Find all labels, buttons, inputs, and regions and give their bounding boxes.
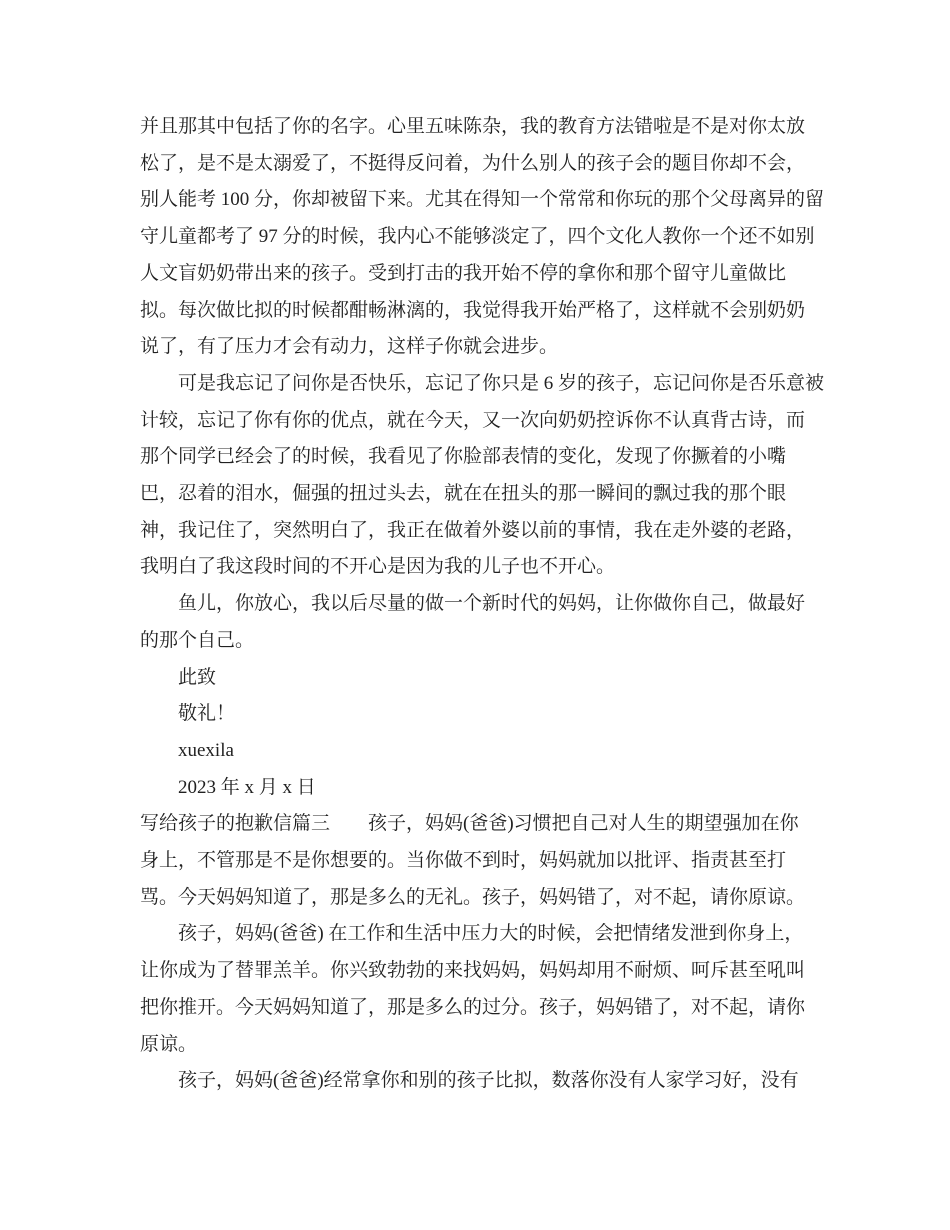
text-line: 写给孩子的抱歉信篇三 孩子，妈妈(爸爸)习惯把自己对人生的期望强加在你 xyxy=(140,813,799,835)
text-line: 让你成为了替罪羔羊。你兴致勃勃的来找妈妈，妈妈却用不耐烦、呵斥甚至吼叫 xyxy=(140,960,806,982)
text-line: 鱼儿，你放心，我以后尽量的做一个新时代的妈妈，让你做你自己，做最好 xyxy=(178,593,806,615)
text-line: 计较，忘记了你有你的优点，就在今天，又一次向奶奶控诉你不认真背古诗，而 xyxy=(140,409,806,431)
text-line: 那个同学已经会了的时候，我看见了你脸部表情的变化，发现了你撅着的小嘴 xyxy=(140,446,787,468)
text-line: 2023 年 x 月 x 日 xyxy=(178,776,316,798)
text-line: 身上，不管那是不是你想要的。当你做不到时，妈妈就加以批评、指责甚至打 xyxy=(140,850,787,872)
text-line: 敬礼！ xyxy=(178,703,236,725)
text-line: 的那个自己。 xyxy=(140,629,255,651)
text-line: 拟。每次做比拟的时候都酣畅淋漓的，我觉得我开始严格了，这样就不会别奶奶 xyxy=(140,299,806,321)
text-line: 把你推开。今天妈妈知道了，那是多么的过分。孩子，妈妈错了，对不起，请你 xyxy=(140,996,806,1018)
text-line: 松了，是不是太溺爱了，不挺得反问着，为什么别人的孩子会的题目你却不会， xyxy=(140,152,806,174)
text-line: 神，我记住了，突然明白了，我正在做着外婆以前的事情，我在走外婆的老路， xyxy=(140,519,806,541)
document-body xyxy=(140,109,825,1100)
text-line: xuexila xyxy=(178,739,234,761)
text-line: 可是我忘记了问你是否快乐，忘记了你只是 6 岁的孩子，忘记问你是否乐意被 xyxy=(178,372,825,394)
text-line: 说了，有了压力才会有动力，这样子你就会进步。 xyxy=(140,336,559,358)
text-line: 人文盲奶奶带出来的孩子。受到打击的我开始不停的拿你和那个留守儿童做比 xyxy=(140,262,787,284)
text-line: 守儿童都考了 97 分的时候，我内心不能够淡定了，四个文化人教你一个还不如别 xyxy=(140,226,815,248)
text-line: 骂。今天妈妈知道了，那是多么的无礼。孩子，妈妈错了，对不起，请你原谅。 xyxy=(140,886,806,908)
text-line: 孩子，妈妈(爸爸) 在工作和生活中压力大的时候，会把情绪发泄到你身上， xyxy=(178,923,804,945)
text-line: 并且那其中包括了你的名字。心里五味陈杂，我的教育方法错啦是不是对你太放 xyxy=(140,116,806,137)
text-line: 巴，忍着的泪水，倔强的扭过头去，就在在扭头的那一瞬间的飘过我的那个眼 xyxy=(140,483,787,505)
text-line: 别人能考 100 分，你却被留下来。尤其在得知一个常常和你玩的那个父母离异的留 xyxy=(140,189,825,211)
text-line: 我明白了我这段时间的不开心是因为我的儿子也不开心。 xyxy=(140,556,616,578)
text-line: 原谅。 xyxy=(140,1033,198,1055)
text-line: 此致 xyxy=(178,666,217,688)
text-line: 孩子，妈妈(爸爸)经常拿你和别的孩子比拟，数落你没有人家学习好，没有 xyxy=(178,1070,799,1092)
